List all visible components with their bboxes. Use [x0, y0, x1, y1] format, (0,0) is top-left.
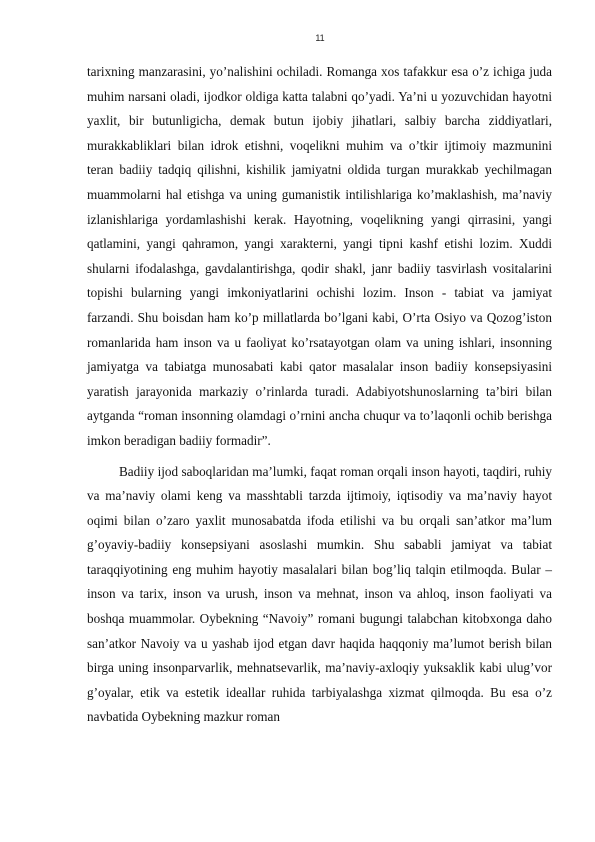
paragraph-1: tarixning manzarasini, yo’nalishini ochiladi. Romanga xos tafakkur esa o’z ichiga juda muhim narsani oladi, ijodkor oldiga katta talabni qo’yadi. Ya’ni u yozuvchidan hayotni yaxlit, bir butunligicha, demak butun ijobiy jihatlari, salbiy barcha ziddiyatlari, murakkabliklari bilan idrok etishni, voqelikni muhim va o’tkir ijtimoiy mazmunini teran badiiy tadqiq qilishni, kishilik jamiyatni oldida turgan murakkab yechilmagan muammolarni hal etishga va uning gumanistik intilishlariga ko’maklashish, ma’naviy izlanishlariga yordamlashishi kerak. Hayotning, voqelikning yangi qirrasini, yangi qatlamini, yangi qahramon, yangi xarakterni, yangi tipni kashf etishi lozim. Xuddi shularni ifodalashga, gavdalantirishga, qodir shakl, janr badiiy tasvirlash vositalarini topishi bularning yangi imkoniyatlarini ochishi lozim. Inson - tabiat va jamiyat farzandi. Shu boisdan ham ko’p millatlarda bo’lgani kabi, O’rta Osiyo va Qozog’iston romanlarida ham inson va u faoliyat ko’rsatayotgan olam va uning ishlari, insonning jamiyatga va tabiatga munosabati kabi qator masalalar inson badiiy konsepsiyasini yaratish jarayonida markaziy o’rinlarda turadi. Adabiyotshunoslarning ta’biri bilan aytganda “roman insonning olamdagi o’rnini ancha chuqur va to’laqonli ochib berishga imkon beradigan badiiy formadir”. — [87, 64, 552, 448]
page-number: 11 — [315, 33, 325, 43]
paragraph-2: Badiiy ijod saboqlaridan ma’lumki, faqat roman orqali inson hayoti, taqdiri, ruhiy va ma’naviy olami keng va masshtabli tarzda ijtimoiy, iqtisodiy va ma’naviy hayot oqimi bilan o’zaro yaxlit munosabatda ifoda etilishi va bu orqali san’atkor ma’lum g’oyaviy-badiiy konsepsiyani asoslashi mumkin. Shu sababli jamiyat va tabiat taraqqiyotining eng muhim hayotiy masalalari bilan bog’liq talqin etilmoqda. Bular – inson va tarix, inson va urush, inson va mehnat, inson va ahloq, inson faoliyati va boshqa muammolar. Oybekning “Navoiy” romani bugungi talabchan kitobxonga daho san’atkor Navoiy va u yashab ijod etgan davr haqida haqqoniy ma’lumot berish bilan birga uning insonparvarlik, mehnatsevarlik, ma’naviy-axloqiy yuksaklik kabi ulug’vor g’oyalar, etik va estetik ideallar ruhida tarbiyalashga xizmat qilmoqda. Bu esa o’z navbatida Oybekning mazkur roman — [87, 463, 552, 725]
document-body — [87, 60, 552, 730]
